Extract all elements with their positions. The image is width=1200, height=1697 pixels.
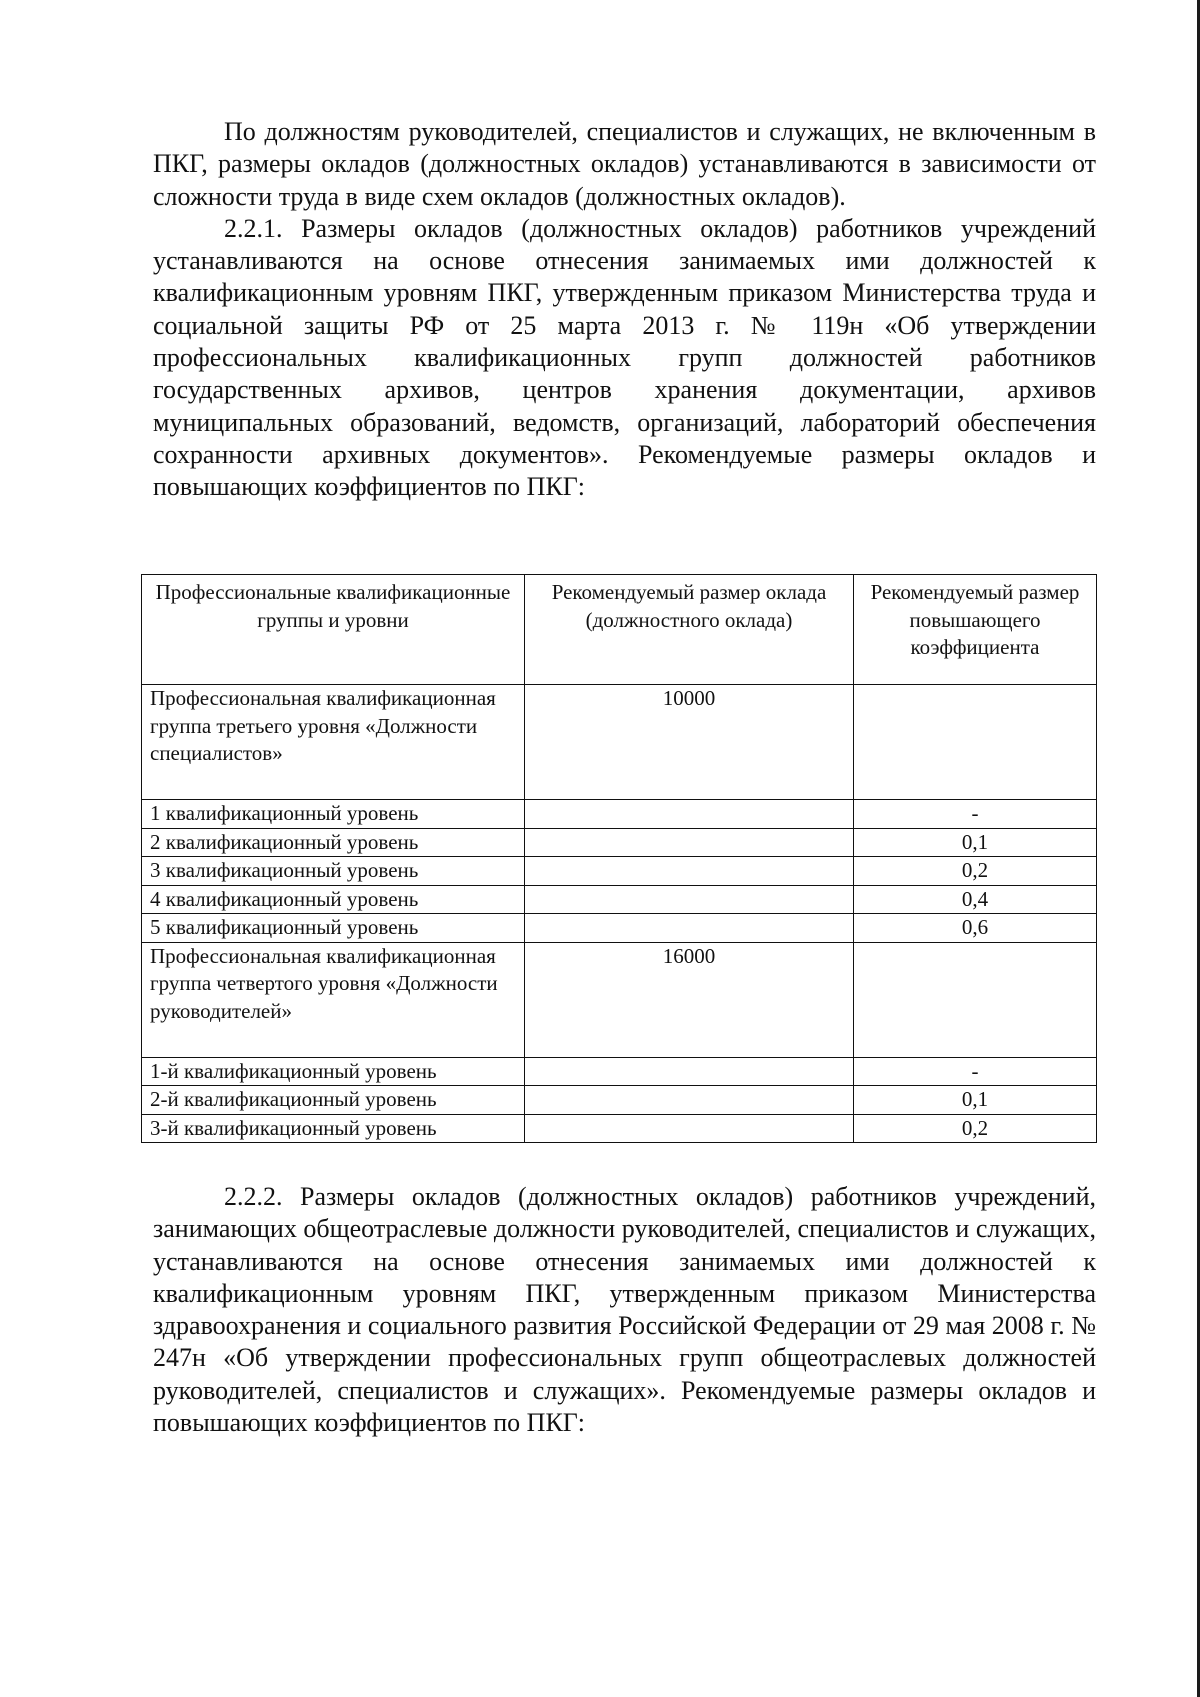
table-row	[142, 885, 1097, 914]
row-salary	[525, 1086, 854, 1115]
paragraphs-after-table	[153, 1181, 1096, 1439]
row-coef	[854, 685, 1097, 800]
row-salary	[525, 885, 854, 914]
row-name: 1 квалификационный уровень	[142, 800, 525, 829]
row-coef: 0,1	[854, 1086, 1097, 1115]
row-coef: 0,2	[854, 857, 1097, 886]
header-coefficient: Рекомендуемый размер повышающего коэффициента	[854, 575, 1097, 685]
row-name: 3-й квалификационный уровень	[142, 1114, 525, 1143]
row-coef: 0,4	[854, 885, 1097, 914]
row-salary: 10000	[525, 685, 854, 800]
row-salary	[525, 828, 854, 857]
row-coef: 0,2	[854, 1114, 1097, 1143]
table-row	[142, 914, 1097, 943]
row-coef	[854, 942, 1097, 1057]
row-coef: 0,6	[854, 914, 1097, 943]
row-salary	[525, 1057, 854, 1086]
paragraph-2-2-2: 2.2.2. Размеры окладов (должностных окладов) работников учреждений, занимающих общеотраслевые должности руководителей, специалистов и служащих, устанавливаются на основе отнесения занимаемых ими должностей к квалификационным уровням ПКГ, утвержденным приказом Министерства здравоохранения и социального развития Российской Федерации от 29 мая 2008 г. № 247н «Об утверждении профессиональных групп общеотраслевых должностей руководителей, специалистов и служащих». Рекомендуемые размеры окладов и повышающих коэффициентов по ПКГ:	[153, 1182, 1096, 1438]
row-name: 1-й квалификационный уровень	[142, 1057, 525, 1086]
row-salary	[525, 914, 854, 943]
table-row	[142, 857, 1097, 886]
pkg-salary-table	[141, 574, 1097, 1143]
row-coef: 0,1	[854, 828, 1097, 857]
paragraphs-before-table	[153, 116, 1096, 504]
table-row	[142, 1086, 1097, 1115]
row-name: 2 квалификационный уровень	[142, 828, 525, 857]
header-groups-levels: Профессиональные квалификационные группы и уровни	[142, 575, 525, 685]
row-salary	[525, 857, 854, 886]
row-name: 2-й квалификационный уровень	[142, 1086, 525, 1115]
row-name: 4 квалификационный уровень	[142, 885, 525, 914]
row-salary	[525, 1114, 854, 1143]
row-name: Профессиональная квалификационная группа четвертого уровня «Должности руководителей»	[142, 942, 525, 1057]
row-salary: 16000	[525, 942, 854, 1057]
table-row	[142, 1114, 1097, 1143]
row-coef: -	[854, 800, 1097, 829]
row-name: Профессиональная квалификационная группа третьего уровня «Должности специалистов»	[142, 685, 525, 800]
table-row-group-3	[142, 685, 1097, 800]
row-name: 3 квалификационный уровень	[142, 857, 525, 886]
table-row	[142, 800, 1097, 829]
table-row-group-4	[142, 942, 1097, 1057]
paragraph-2-2-1: 2.2.1. Размеры окладов (должностных окладов) работников учреждений устанавливаются на основе отнесения занимаемых ими должностей к квалификационным уровням ПКГ, утвержденным приказом Министерства труда и социальной защиты РФ от 25 марта 2013 г. № 119н «Об утверждении профессиональных квалификационных групп должностей работников государственных архивов, центров хранения документации, архивов муниципальных образований, ведомств, организаций, лабораторий обеспечения сохранности архивных документов». Рекомендуемые размеры окладов и повышающих коэффициентов по ПКГ:	[153, 213, 1096, 502]
row-salary	[525, 800, 854, 829]
header-salary: Рекомендуемый размер оклада (должностного оклада)	[525, 575, 854, 685]
row-coef: -	[854, 1057, 1097, 1086]
row-name: 5 квалификационный уровень	[142, 914, 525, 943]
table-row	[142, 1057, 1097, 1086]
table-header-row	[142, 575, 1097, 685]
paragraph-intro: По должностям руководителей, специалистов и служащих, не включенным в ПКГ, размеры окладов (должностных окладов) устанавливаются в зависимости от сложности труда в виде схем окладов (должностных окладов).	[153, 117, 1096, 211]
table-row	[142, 828, 1097, 857]
